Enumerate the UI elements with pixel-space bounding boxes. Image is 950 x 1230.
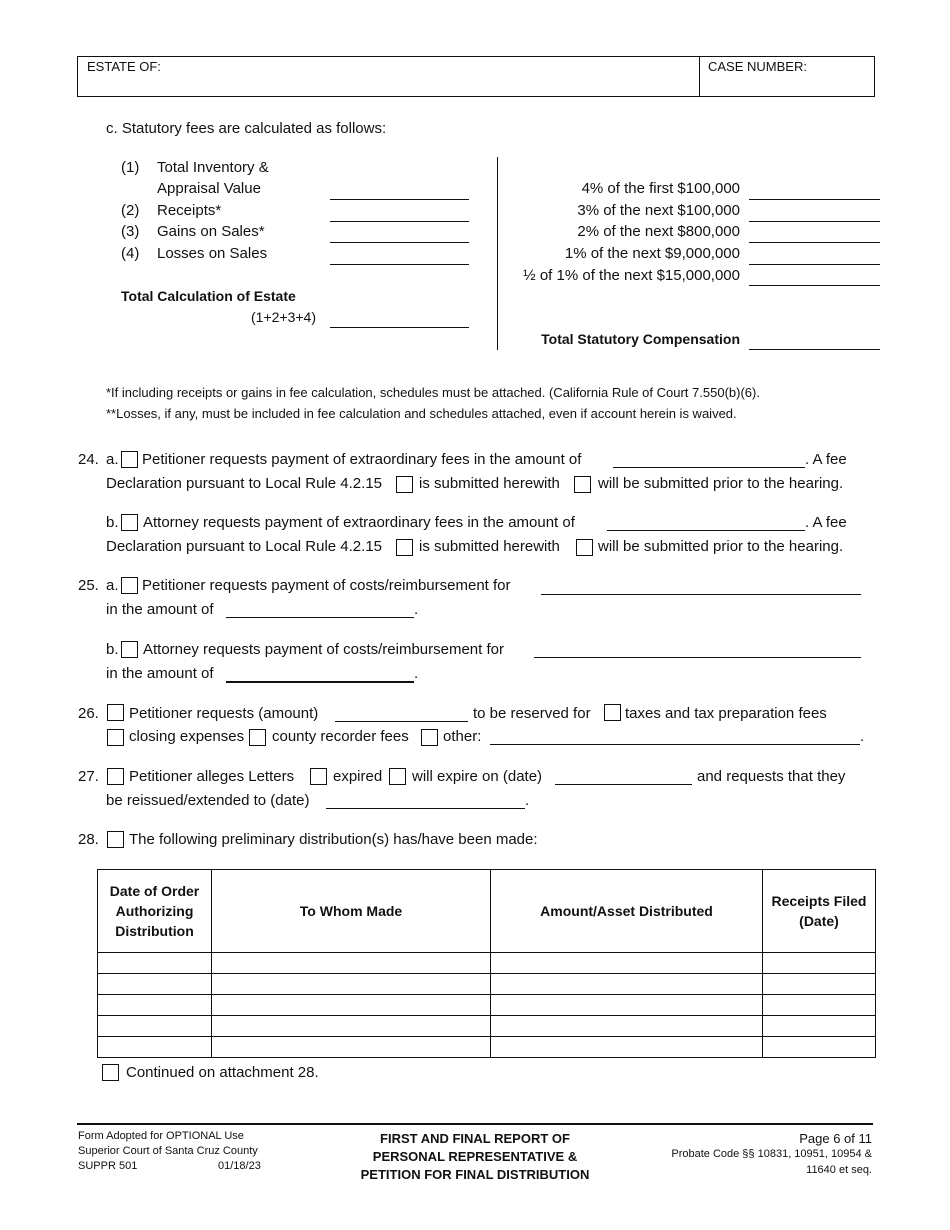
item-24b-submitted: is submitted herewith [419, 538, 560, 555]
table-cell[interactable] [98, 1016, 212, 1037]
rate-1: 4% of the first $100,000 [581, 180, 740, 197]
footer-title-3: PETITION FOR FINAL DISTRIBUTION [360, 1167, 590, 1182]
item-25a-letter: a. [106, 577, 119, 594]
item-27-requests: and requests that they [697, 768, 846, 785]
table-cell[interactable] [212, 1016, 491, 1037]
footer-court: Superior Court of Santa Cruz County [78, 1145, 258, 1157]
item-label-4: Losses on Sales [157, 245, 268, 262]
item-24a-letter: a. [106, 451, 119, 468]
item-26-other-checkbox[interactable] [421, 729, 438, 746]
item-26-taxes-checkbox[interactable] [604, 704, 621, 721]
item-28-text: The following preliminary distribution(s) has/have been made: [129, 831, 538, 848]
table-row [98, 1037, 876, 1058]
continued-text: Continued on attachment 28. [126, 1064, 319, 1081]
rate-4: 1% of the next $9,000,000 [564, 245, 740, 262]
total-calculation-field[interactable] [330, 327, 469, 328]
item-24a-decl: Declaration pursuant to Local Rule 4.2.15 [106, 475, 383, 492]
item-27-will-expire-checkbox[interactable] [389, 768, 406, 785]
item-25a-period: . [414, 601, 419, 618]
item-25a-text: Petitioner requests payment of costs/reimbursement for [142, 577, 511, 594]
item-27-expired: expired [333, 768, 383, 785]
footer-rule [77, 1123, 873, 1125]
item-26-closing: closing expenses [129, 728, 245, 745]
item-25b-text: Attorney requests payment of costs/reimbursement for [143, 641, 504, 658]
estate-of-label: ESTATE OF: [87, 59, 161, 74]
item-num-4: (4) [121, 245, 140, 262]
item-25b-period: . [414, 665, 419, 682]
item-27-expired-checkbox[interactable] [310, 768, 327, 785]
table-cell[interactable] [212, 974, 491, 995]
footer-form-id: SUPPR 501 [78, 1160, 138, 1172]
rate-2-field[interactable] [749, 221, 880, 222]
item-num-1: (1) [121, 159, 140, 176]
item-26-other: other: [443, 728, 482, 745]
total-compensation-label: Total Statutory Compensation [541, 331, 740, 347]
item-24b-letter: b. [106, 514, 119, 531]
item-26-closing-checkbox[interactable] [107, 729, 124, 746]
item-25a-purpose-field[interactable] [541, 594, 861, 595]
col-header-date-of-order-text: Date of Order Authorizing Distribution [109, 883, 200, 939]
item-26-other-field[interactable] [490, 744, 860, 745]
item-24a-submitted: is submitted herewith [419, 475, 560, 492]
item-25b-amount-label: in the amount of [106, 665, 214, 682]
item-26-reserved: to be reserved for [473, 705, 591, 722]
item-26-period: . [860, 728, 865, 745]
table-cell[interactable] [491, 995, 763, 1016]
item-26-taxes: taxes and tax preparation fees [625, 705, 827, 722]
total-compensation-field[interactable] [749, 349, 880, 350]
case-number-label: CASE NUMBER: [708, 59, 807, 74]
statutory-intro: c. Statutory fees are calculated as follows: [106, 120, 387, 137]
item-24a-submitted-checkbox[interactable] [396, 476, 413, 493]
rate-2: 3% of the next $100,000 [577, 202, 740, 219]
header-divider [699, 56, 700, 97]
item-24b-submitted-checkbox[interactable] [396, 539, 413, 556]
rate-3: 2% of the next $800,000 [577, 223, 740, 240]
table-cell[interactable] [491, 953, 763, 974]
item-24a-checkbox[interactable] [121, 451, 138, 468]
item-27-num: 27. [78, 768, 99, 785]
col-header-date-of-order [98, 870, 212, 953]
rate-5-field[interactable] [749, 285, 880, 286]
item-24a-prior: will be submitted prior to the hearing. [598, 475, 844, 492]
col-header-amount: Amount/Asset Distributed [491, 870, 763, 953]
item-27-period: . [525, 792, 530, 809]
footer-code-2: 11640 et seq. [806, 1164, 872, 1176]
rate-5: ½ of 1% of the next $15,000,000 [523, 267, 740, 284]
table-cell[interactable] [491, 1037, 763, 1058]
footer-form-date: 01/18/23 [218, 1160, 261, 1172]
item-26-amount-field[interactable] [335, 721, 468, 722]
item-25b-checkbox[interactable] [121, 641, 138, 658]
distribution-table [97, 869, 876, 1058]
total-calculation-label: Total Calculation of Estate [121, 288, 296, 304]
item-24a-fee: . A fee [805, 451, 847, 468]
item-24a-amount-field[interactable] [613, 467, 805, 468]
rate-4-field[interactable] [749, 264, 880, 265]
item-24b-prior: will be submitted prior to the hearing. [598, 538, 844, 555]
inventory-value-field[interactable] [330, 199, 469, 200]
rate-1-field[interactable] [749, 199, 880, 200]
item-24b-checkbox[interactable] [121, 514, 138, 531]
table-cell[interactable] [212, 1037, 491, 1058]
table-cell[interactable] [763, 953, 876, 974]
item-label-1b: Appraisal Value [157, 180, 261, 197]
item-24b-amount-field[interactable] [607, 530, 805, 531]
table-row [98, 995, 876, 1016]
item-27-checkbox[interactable] [107, 768, 124, 785]
table-cell[interactable] [212, 995, 491, 1016]
item-26-num: 26. [78, 705, 99, 722]
item-24b-fee: . A fee [805, 514, 847, 531]
item-28-checkbox[interactable] [107, 831, 124, 848]
item-26-recorder-checkbox[interactable] [249, 729, 266, 746]
footer-title-2: PERSONAL REPRESENTATIVE & [372, 1149, 578, 1164]
item-25b-purpose-field[interactable] [534, 657, 861, 658]
footer-page: Page 6 of 11 [799, 1131, 872, 1146]
footer-code-1: Probate Code §§ 10831, 10951, 10954 & [671, 1148, 872, 1160]
col-header-receipts-text: Receipts Filed (Date) [771, 893, 867, 929]
item-24a-prior-checkbox[interactable] [574, 476, 591, 493]
table-cell[interactable] [212, 953, 491, 974]
table-header-row [98, 870, 876, 953]
footnote-1: *If including receipts or gains in fee calculation, schedules must be attached. (California Rule of Court 7.550(b)(6). [106, 385, 760, 400]
item-27-expire-date-field[interactable] [555, 784, 692, 785]
table-cell[interactable] [763, 974, 876, 995]
item-24b-prior-checkbox[interactable] [576, 539, 593, 556]
item-25b-amount-field[interactable] [226, 681, 414, 683]
item-24a-text: Petitioner requests payment of extraordinary fees in the amount of [142, 451, 582, 468]
table-row [98, 974, 876, 995]
item-26-checkbox[interactable] [107, 704, 124, 721]
table-cell[interactable] [763, 995, 876, 1016]
item-num-3: (3) [121, 223, 140, 240]
item-24-num: 24. [78, 451, 99, 468]
item-num-2: (2) [121, 202, 140, 219]
table-cell[interactable] [763, 1037, 876, 1058]
table-cell[interactable] [491, 974, 763, 995]
item-27-reissue-date-field[interactable] [326, 808, 525, 809]
losses-field[interactable] [330, 264, 469, 265]
table-row [98, 1016, 876, 1037]
item-26-text: Petitioner requests (amount) [129, 705, 319, 722]
item-27-reissued: be reissued/extended to (date) [106, 792, 310, 809]
item-25a-checkbox[interactable] [121, 577, 138, 594]
col-header-receipts [763, 870, 876, 953]
item-24b-decl: Declaration pursuant to Local Rule 4.2.15 [106, 538, 383, 555]
footnote-2: **Losses, if any, must be included in fee calculation and schedules attached, even if account herein is waived. [106, 406, 737, 421]
item-25-num: 25. [78, 577, 99, 594]
footer-title-1: FIRST AND FINAL REPORT OF [380, 1131, 570, 1146]
total-formula: (1+2+3+4) [251, 309, 316, 325]
table-cell[interactable] [98, 995, 212, 1016]
column-divider [497, 157, 498, 350]
receipts-field[interactable] [330, 221, 469, 222]
item-25a-amount-label: in the amount of [106, 601, 214, 618]
item-28-num: 28. [78, 831, 99, 848]
item-label-3: Gains on Sales* [157, 223, 265, 240]
item-27-will-expire: will expire on (date) [412, 768, 543, 785]
item-label-2: Receipts* [157, 202, 222, 219]
table-row [98, 953, 876, 974]
table-cell[interactable] [763, 1016, 876, 1037]
rate-3-field[interactable] [749, 242, 880, 243]
item-25b-letter: b. [106, 641, 119, 658]
item-25a-amount-field[interactable] [226, 617, 414, 618]
item-26-recorder: county recorder fees [272, 728, 409, 745]
table-cell[interactable] [98, 953, 212, 974]
gains-field[interactable] [330, 242, 469, 243]
footer-form-adopted: Form Adopted for OPTIONAL Use [78, 1130, 244, 1142]
item-label-1a: Total Inventory & [157, 159, 269, 176]
item-24b-text: Attorney requests payment of extraordinary fees in the amount of [143, 514, 575, 531]
table-cell[interactable] [98, 1037, 212, 1058]
item-27-text: Petitioner alleges Letters [129, 768, 295, 785]
table-cell[interactable] [98, 974, 212, 995]
continued-checkbox[interactable] [102, 1064, 119, 1081]
col-header-to-whom: To Whom Made [212, 870, 491, 953]
table-cell[interactable] [491, 1016, 763, 1037]
